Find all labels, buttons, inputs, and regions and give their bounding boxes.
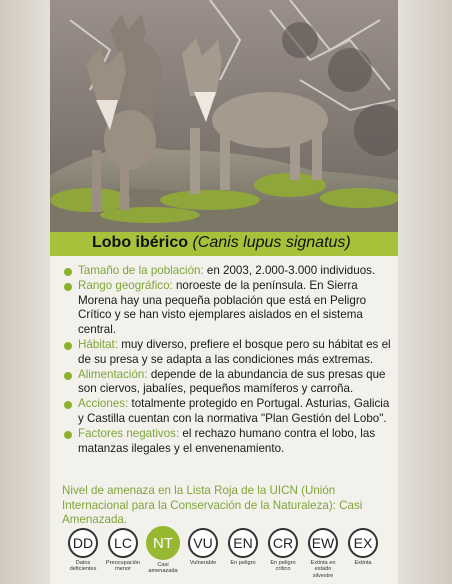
- iucn-label: En peligro crítico: [270, 560, 296, 573]
- iucn-code: LC: [108, 528, 138, 558]
- fact-text: totalmente protegido en Portugal. Asturias, Galicia y Castilla cuentan con la normativa "Plan Gestión del Lobo".: [78, 397, 390, 425]
- iucn-badge-ex: [344, 528, 382, 566]
- fact-label: Hábitat:: [78, 337, 118, 351]
- bullet-dot-icon: [64, 431, 72, 439]
- iucn-code: EX: [348, 528, 378, 558]
- fact-population: [62, 264, 392, 279]
- iucn-label: Casi amenazada: [148, 562, 178, 575]
- iucn-label: En peligro: [230, 560, 256, 566]
- iucn-label: Datos deficientes: [69, 560, 97, 573]
- fact-label: Factores negativos:: [78, 426, 180, 440]
- fact-range: [62, 279, 392, 338]
- bullet-dot-icon: [64, 342, 72, 350]
- fact-label: Rango geográfico:: [78, 278, 173, 292]
- iucn-status-text: Nivel de amenaza en la Lista Roja de la UICN (Unión Internacional para la Conservación de la Naturaleza): Casi Amenazada.: [62, 484, 363, 527]
- fact-actions: [62, 397, 392, 427]
- bullet-dot-icon: [64, 401, 72, 409]
- fact-threats: [62, 427, 392, 457]
- iucn-label: Extinta: [354, 560, 372, 566]
- fact-text: en 2003, 2.000-3.000 individuos.: [206, 264, 376, 277]
- iucn-code: CR: [268, 528, 298, 558]
- iucn-code: VU: [188, 528, 218, 558]
- iucn-label: Preocupación menor: [105, 560, 141, 573]
- fact-diet: [62, 368, 392, 398]
- fact-label: Acciones:: [78, 397, 129, 411]
- iucn-badge-dd: [64, 528, 102, 573]
- background-right: [398, 0, 452, 584]
- fact-text: depende de la abundancia de sus presas que son ciervos, jabalíes, pequeños mamíferos y carroña.: [78, 367, 386, 396]
- bullet-dot-icon: [64, 283, 72, 291]
- fact-label: Tamaño de la población:: [78, 264, 204, 277]
- iucn-badge-cr: [264, 528, 302, 573]
- background-left: [0, 0, 50, 584]
- info-card: [50, 0, 398, 584]
- bullet-dot-icon: [64, 372, 72, 380]
- scientific-name: (Canis lupus signatus): [192, 234, 351, 251]
- iucn-badge-lc: [104, 528, 142, 573]
- iucn-badge-ew: [304, 528, 342, 579]
- iucn-badge-en: [224, 528, 262, 566]
- iucn-code: NT: [146, 526, 180, 560]
- title-bar: [50, 232, 398, 256]
- fact-text: noroeste de la península. En Sierra Morena hay una pequeña población que está en Peligro Crítico y se han visto ejemplares aislados en el sistema central.: [78, 278, 367, 337]
- fact-text: el rechazo humano contra el lobo, las matanzas ilegales y el envenenamiento.: [78, 426, 376, 455]
- iucn-label: Vulnerable: [189, 560, 217, 566]
- fact-label: Alimentación:: [78, 367, 148, 381]
- fact-list: [62, 264, 392, 456]
- fact-text: muy diverso, prefiere el bosque pero su hábitat es el de su presa y se adapta a las condiciones más extremas.: [78, 337, 391, 366]
- wolves-photo: [50, 0, 398, 232]
- page-title: [92, 234, 351, 252]
- fact-habitat: [62, 338, 392, 368]
- bullet-dot-icon: [64, 268, 72, 276]
- iucn-code: EW: [308, 528, 338, 558]
- common-name: Lobo ibérico: [92, 234, 188, 251]
- iucn-badge-nt: [144, 528, 182, 575]
- iucn-scale: [64, 528, 384, 584]
- iucn-code: DD: [68, 528, 98, 558]
- iucn-badge-vu: [184, 528, 222, 566]
- iucn-label: Extinta en estado silvestre: [310, 560, 336, 579]
- iucn-code: EN: [228, 528, 258, 558]
